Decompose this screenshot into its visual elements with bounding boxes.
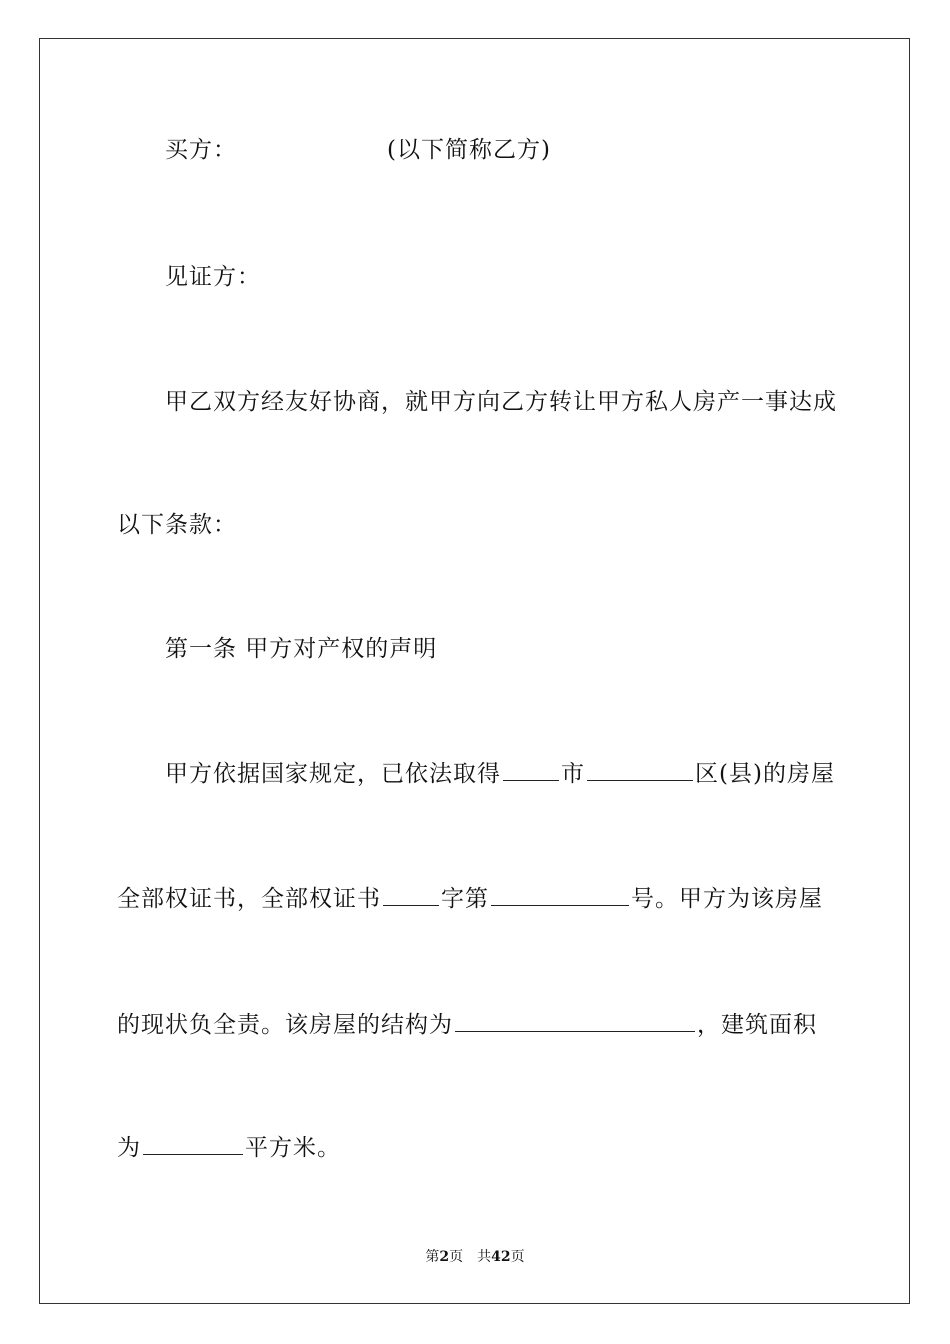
clause-line-1	[117, 759, 885, 789]
area-blank	[143, 1134, 243, 1155]
city-text: 市	[561, 761, 585, 787]
clause-text-2a: 全部权证书，全部权证书	[117, 886, 381, 912]
structure-blank	[455, 1011, 695, 1032]
clause-text-3a: 的现状负全责。该房屋的结构为	[117, 1012, 453, 1038]
page-prefix: 第	[425, 1249, 440, 1265]
district-text: 区(县)的房屋	[695, 761, 835, 787]
certificate-number-blank	[491, 885, 629, 906]
page-total: 42	[491, 1249, 511, 1265]
clause-line-3	[117, 1010, 837, 1040]
intro-line-2: 以下条款：	[117, 512, 237, 538]
witness-line	[117, 262, 885, 292]
clause-line-4	[117, 1133, 837, 1163]
clause-text-3b: ，建筑面积	[697, 1012, 817, 1038]
page-footer	[0, 1248, 950, 1266]
certificate-char-blank	[383, 885, 439, 906]
district-blank	[587, 760, 693, 781]
clause-line-2	[117, 884, 837, 914]
city-blank	[503, 760, 559, 781]
total-suffix: 页	[510, 1249, 525, 1265]
witness-label: 见证方：	[165, 264, 261, 290]
page-border	[39, 38, 910, 1304]
intro-line-1: 甲乙双方经友好协商，就甲方向乙方转让甲方私人房产一事达成	[165, 389, 837, 415]
page-current: 2	[439, 1249, 450, 1265]
clause-text-4b: 平方米。	[245, 1135, 341, 1161]
clause-text-1: 甲方依据国家规定，已依法取得	[165, 761, 501, 787]
total-prefix: 共	[477, 1249, 492, 1265]
clause-text-2b: 号。甲方为该房屋	[631, 886, 823, 912]
clause-text-4a: 为	[117, 1135, 141, 1161]
clause-text-2-char: 字第	[441, 886, 489, 912]
buyer-note: (以下简称乙方)	[387, 137, 551, 163]
buyer-label: 买方：	[165, 137, 237, 163]
article-1-title: 第一条 甲方对产权的声明	[165, 636, 438, 662]
buyer-line	[117, 135, 885, 165]
page-suffix: 页	[449, 1249, 464, 1265]
